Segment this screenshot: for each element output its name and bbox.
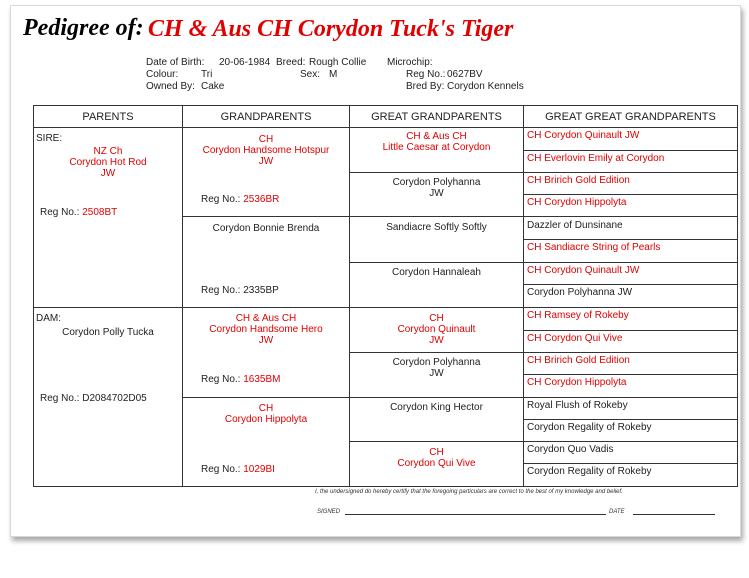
dog-name: CH & Aus CH Corydon Tuck's Tiger — [148, 16, 514, 42]
gp-ss-reg-label: Reg No.: — [201, 194, 241, 205]
dam-reg-label: Reg No.: — [40, 393, 80, 404]
ggp1-line1: CH & Aus CH — [406, 131, 467, 142]
bredby-value: Corydon Kennels — [447, 81, 524, 92]
sex-label: Sex: — [300, 69, 321, 80]
grandparent-dam-dam — [183, 403, 349, 425]
header-great-great-grandparents: GREAT GREAT GRANDPARENTS — [545, 111, 716, 123]
sire-name-line1: NZ Ch — [93, 146, 123, 157]
ggg-3: CH Bririch Gold Edition — [527, 175, 630, 186]
regno-value: 0627BV — [447, 69, 483, 80]
ggg-12: CH Corydon Hippolyta — [527, 377, 627, 388]
ggg-8: Corydon Polyhanna JW — [527, 287, 633, 298]
gp-ds-reg — [201, 374, 281, 385]
date-label: DATE — [609, 509, 625, 515]
great-grandparent-1 — [350, 131, 523, 153]
dam-name: Corydon Polly Tucka — [62, 327, 154, 338]
sire-name-line3: JW — [100, 168, 116, 179]
gp-ds-line3: JW — [258, 335, 274, 346]
regno-label: Reg No.: — [406, 69, 446, 80]
ggg-2: CH Everlovin Emily at Corydon — [527, 153, 665, 164]
ggg-6: CH Sandiacre String of Pearls — [527, 242, 661, 253]
gp-ss-reg-value: 2536BR — [243, 194, 280, 205]
ggg-15: Corydon Quo Vadis — [527, 444, 614, 455]
ggp2-line1: Corydon Polyhanna — [392, 177, 481, 188]
grandparent-sire-dam: Corydon Bonnie Brenda — [212, 223, 320, 234]
header-great-grandparents: GREAT GRANDPARENTS — [371, 111, 502, 123]
dam-reg-value: D2084702D05 — [82, 393, 147, 404]
grandparent-sire-sire — [183, 134, 349, 167]
dam-label: DAM: — [36, 313, 61, 324]
signed-label: SIGNED — [317, 509, 341, 515]
gp-dd-reg-value: 1029BI — [243, 464, 275, 475]
great-grandparent-5 — [350, 313, 523, 346]
ggg-5: Dazzler of Dunsinane — [527, 220, 623, 231]
gp-ss-line2: Corydon Handsome Hotspur — [202, 145, 330, 156]
bredby-label: Bred By: — [406, 81, 445, 92]
sex-value: M — [329, 69, 338, 80]
gp-dd-line2: Corydon Hippolyta — [224, 414, 308, 425]
page-title: Pedigree of: — [23, 15, 144, 41]
ggg-11: CH Bririch Gold Edition — [527, 355, 630, 366]
colour-value: Tri — [201, 69, 213, 80]
gp-ss-reg — [201, 194, 279, 205]
owned-value: Cake — [201, 81, 225, 92]
ggp1-line2: Little Caesar at Corydon — [382, 142, 491, 153]
grandparent-dam-sire — [183, 313, 349, 346]
great-grandparent-7: Corydon King Hector — [390, 402, 483, 413]
ggp8-line1: CH — [429, 447, 444, 458]
great-grandparent-8 — [350, 447, 523, 469]
ggp5-line3: JW — [429, 335, 444, 346]
great-grandparent-2 — [350, 177, 523, 199]
ggg-16: Corydon Regality of Rokeby — [527, 466, 652, 477]
sire-name-line2: Corydon Hot Rod — [69, 157, 147, 168]
gp-sd-reg — [201, 285, 279, 296]
ggp2-line2: JW — [429, 188, 444, 199]
great-grandparent-4: Corydon Hannaleah — [392, 267, 481, 278]
breed-label: Breed: — [276, 57, 306, 68]
dob-value: 20-06-1984 — [219, 57, 271, 68]
ggp6-line1: Corydon Polyhanna — [392, 357, 481, 368]
ggg-7: CH Corydon Quinault JW — [527, 265, 640, 276]
sire-reg-label: Reg No.: — [40, 207, 80, 218]
gp-dd-reg-label: Reg No.: — [201, 464, 241, 475]
microchip-label: Microchip: — [387, 57, 433, 68]
colour-label: Colour: — [146, 69, 179, 80]
ggg-1: CH Corydon Quinault JW — [527, 130, 640, 141]
ggp5-line1: CH — [429, 313, 444, 324]
gp-ss-line3: JW — [258, 156, 274, 167]
gp-dd-reg — [201, 464, 275, 475]
sire-reg-value: 2508BT — [82, 207, 118, 218]
ggp6-line2: JW — [429, 368, 444, 379]
ggp8-line2: Corydon Qui Vive — [397, 458, 476, 469]
sire-reg — [40, 207, 117, 218]
gp-dd-line1: CH — [258, 403, 274, 414]
sire-name — [34, 146, 182, 179]
ggg-4: CH Corydon Hippolyta — [527, 197, 627, 208]
gp-ds-reg-value: 1635BM — [243, 374, 281, 385]
ggg-10: CH Corydon Qui Vive — [527, 333, 623, 344]
sire-label: SIRE: — [36, 133, 63, 144]
header-grandparents: GRANDPARENTS — [220, 111, 312, 123]
ggp5-line2: Corydon Quinault — [397, 324, 476, 335]
owned-label: Owned By: — [146, 81, 195, 92]
dam-reg — [40, 393, 147, 404]
breed-value: Rough Collie — [309, 57, 367, 68]
gp-ds-line1: CH & Aus CH — [235, 313, 297, 324]
ggg-14: Corydon Regality of Rokeby — [527, 422, 652, 433]
gp-ss-line1: CH — [258, 134, 274, 145]
dob-label: Date of Birth: — [146, 57, 205, 68]
great-grandparent-6 — [350, 357, 523, 379]
certification-text: I, the undersigned do hereby certify that the foregoing particulars are correct to the best of my knowledge and belief. — [315, 489, 623, 495]
gp-sd-reg-value: 2335BP — [243, 285, 279, 296]
gp-sd-reg-label: Reg No.: — [201, 285, 241, 296]
ggg-13: Royal Flush of Rokeby — [527, 400, 628, 411]
ggg-9: CH Ramsey of Rokeby — [527, 310, 629, 321]
gp-ds-reg-label: Reg No.: — [201, 374, 241, 385]
header-parents: PARENTS — [82, 111, 134, 123]
gp-ds-line2: Corydon Handsome Hero — [209, 324, 323, 335]
great-grandparent-3: Sandiacre Softly Softly — [386, 222, 487, 233]
